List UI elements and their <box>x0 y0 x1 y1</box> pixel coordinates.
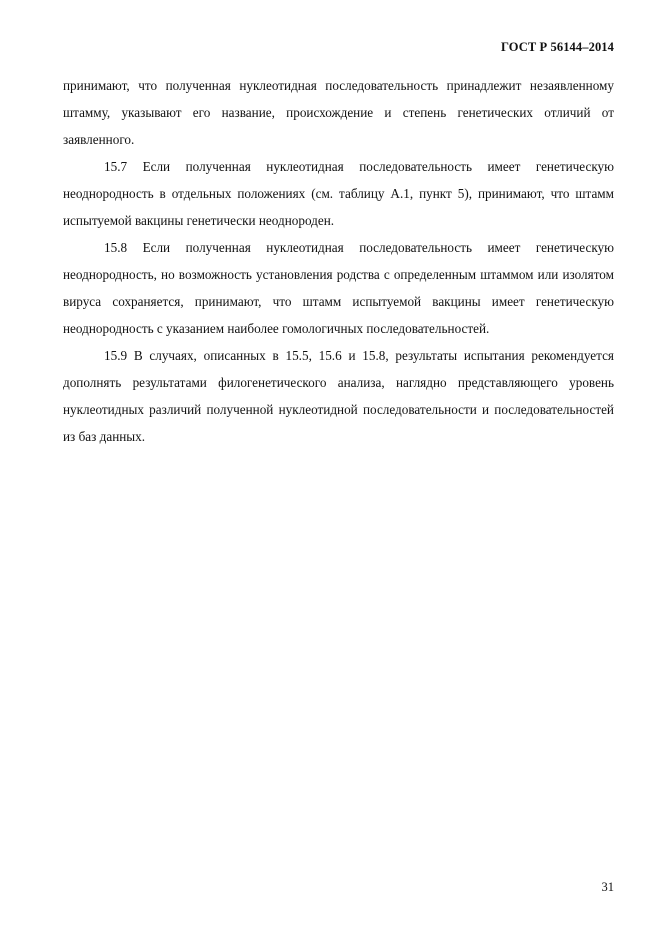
document-header: ГОСТ Р 56144–2014 <box>501 40 614 54</box>
document-body <box>63 72 614 450</box>
paragraph-15-7: 15.7 Если полученная нуклеотидная последовательность имеет генетическую неоднородность в отдельных положениях (см. таблицу А.1, пункт 5), принимают, что штамм испытуемой вакцины генетически неоднороден. <box>63 159 614 228</box>
page-number: 31 <box>601 880 614 894</box>
paragraph-15-8: 15.8 Если полученная нуклеотидная последовательность имеет генетическую неоднородность, но возможность установления родства с определенным штаммом или изолятом вируса сохраняется, принимают, что штамм испытуемой вакцины имеет генетическую неоднородность с указанием наиболее гомологичных последовательностей. <box>63 240 614 336</box>
paragraph-continuation: принимают, что полученная нуклеотидная последовательность принадлежит незаявленному штамму, указывают его название, происхождение и степень генетических отличий от заявленного. <box>63 78 614 147</box>
paragraph-15-9: 15.9 В случаях, описанных в 15.5, 15.6 и 15.8, результаты испытания рекомендуется дополнять результатами филогенетического анализа, наглядно представляющего уровень нуклеотидных различий полученной нуклеотидной последовательности и последовательностей из баз данных. <box>63 348 614 444</box>
